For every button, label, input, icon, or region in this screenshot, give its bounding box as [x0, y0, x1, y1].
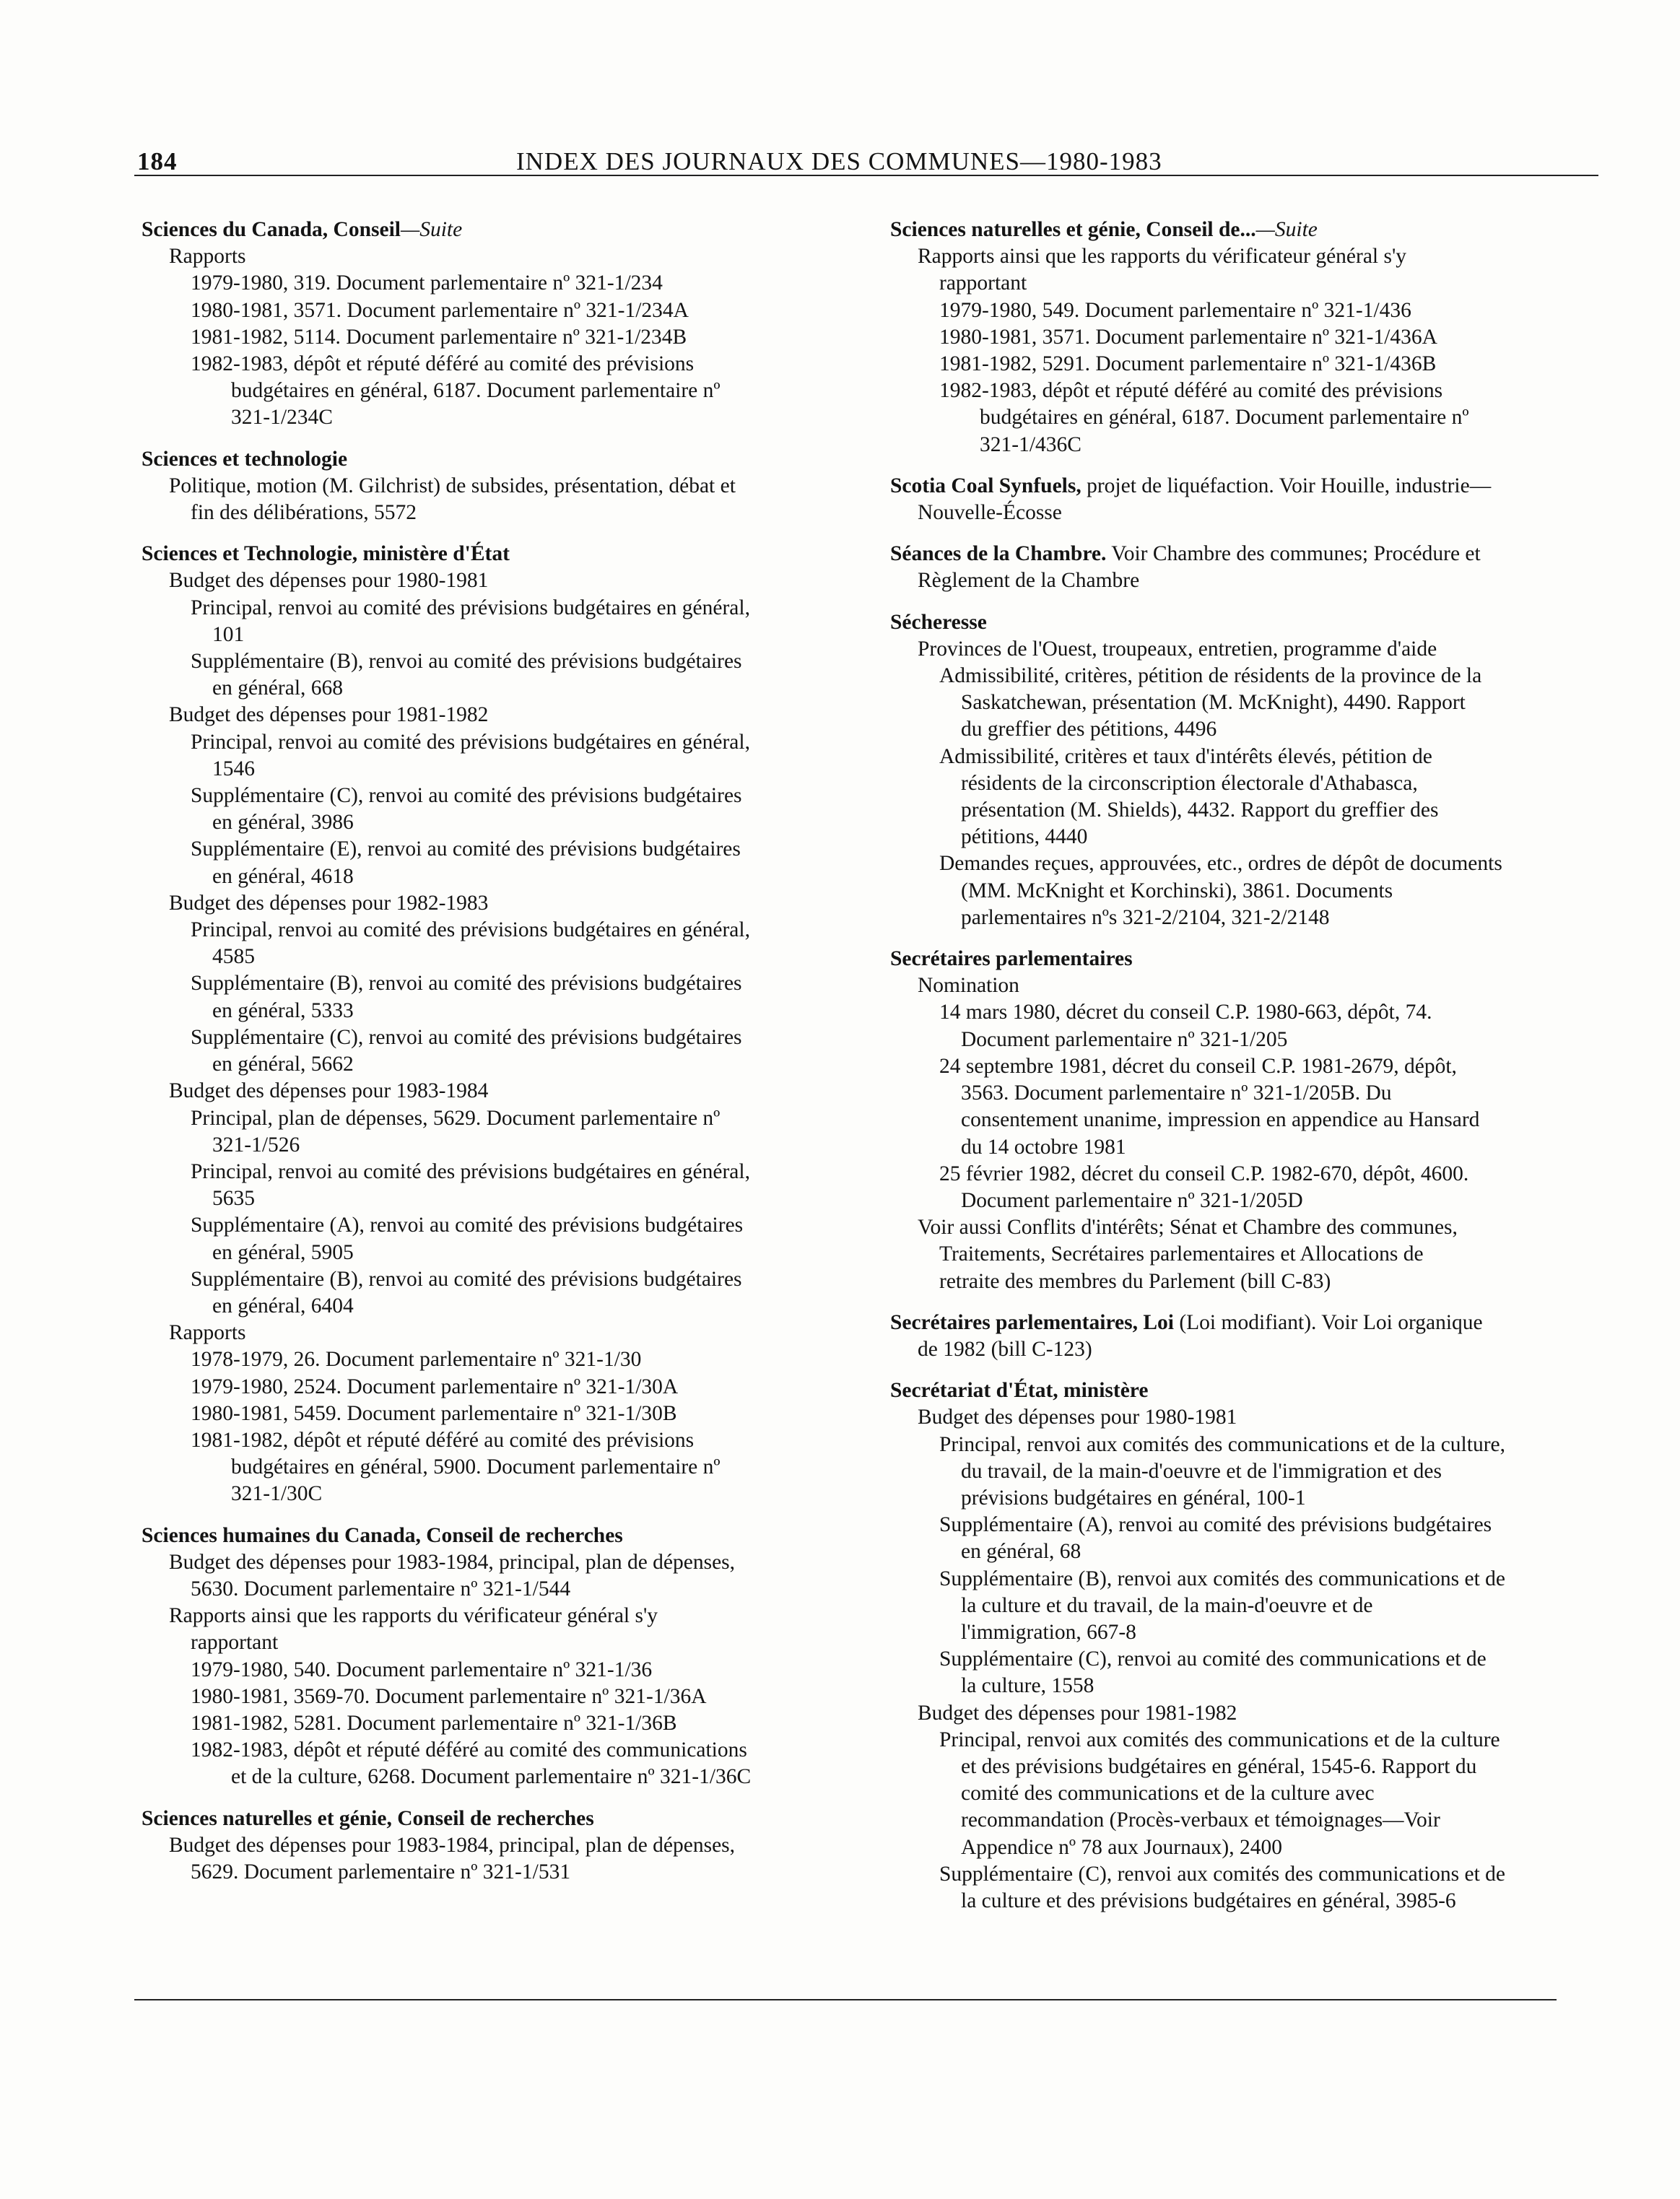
- entry-line: Principal, renvoi au comité des prévisions budgétaires en général,: [191, 596, 750, 619]
- left-column: [142, 217, 871, 1900]
- entry-line: Admissibilité, critères et taux d'intérêts élevés, pétition de: [939, 744, 1432, 768]
- entry-heading: Sécheresse: [890, 610, 987, 634]
- entry-line: 5629. Document parlementaire nº 321-1/531: [191, 1860, 571, 1884]
- entry-line: Budget des dépenses pour 1982-1983: [169, 891, 489, 915]
- entry-line: pétitions, 4440: [961, 825, 1088, 849]
- entry-line: 1546: [212, 757, 255, 780]
- entry-heading-line: [142, 446, 871, 473]
- entry-line: 1981-1982, 5281. Document parlementaire nº 321-1/36B: [191, 1711, 677, 1735]
- entry-line: Voir aussi Conflits d'intérêts; Sénat et Chambre des communes,: [918, 1216, 1458, 1240]
- index-entry: [890, 946, 1583, 1295]
- entry-line: 1979-1980, 319. Document parlementaire nº 321-1/234: [191, 271, 663, 295]
- entry-line: Supplémentaire (B), renvoi aux comités des communications et de: [939, 1567, 1505, 1590]
- entry-line: en général, 5333: [212, 998, 354, 1022]
- index-entry: [890, 217, 1583, 458]
- entry-heading: Secrétariat d'État, ministère: [890, 1379, 1149, 1403]
- entry-heading: Sciences et Technologie, ministère d'État: [142, 542, 510, 566]
- entry-line: 1980-1981, 3571. Document parlementaire nº 321-1/436A: [939, 325, 1437, 349]
- entry-line: en général, 68: [961, 1540, 1081, 1564]
- entry-line: 1979-1980, 549. Document parlementaire nº 321-1/436: [939, 298, 1411, 322]
- entry-heading-line: [890, 541, 1583, 567]
- entry-line: Budget des dépenses pour 1980-1981: [169, 569, 489, 593]
- entry-line: 321-1/526: [212, 1133, 300, 1157]
- entry-line: budgétaires en général, 5900. Document parlementaire nº: [231, 1455, 721, 1479]
- entry-heading-line: [890, 1310, 1583, 1336]
- entry-line: 1980-1981, 3569-70. Document parlementaire nº 321-1/36A: [191, 1684, 707, 1708]
- entry-line: 1980-1981, 5459. Document parlementaire nº 321-1/30B: [191, 1401, 677, 1425]
- entry-line: Document parlementaire nº 321-1/205: [961, 1027, 1288, 1051]
- entry-line: Supplémentaire (C), renvoi au comité des communications et de: [939, 1647, 1487, 1671]
- entry-line: consentement unanime, impression en appendice au Hansard: [961, 1108, 1480, 1132]
- index-entry: [890, 609, 1583, 931]
- entry-line: et des prévisions budgétaires en général, 1545-6. Rapport du: [961, 1754, 1477, 1778]
- entry-line: 1982-1983, dépôt et réputé déféré au comité des prévisions: [191, 352, 695, 376]
- entry-line: Supplémentaire (A), renvoi au comité des prévisions budgétaires: [191, 1214, 744, 1237]
- entry-line: et de la culture, 6268. Document parlementaire nº 321-1/36C: [231, 1765, 752, 1789]
- entry-line: fin des délibérations, 5572: [191, 501, 417, 525]
- entry-line: Supplémentaire (A), renvoi au comité des prévisions budgétaires: [939, 1513, 1492, 1537]
- entry-line: Principal, plan de dépenses, 5629. Document parlementaire nº: [191, 1106, 721, 1130]
- entry-line: Saskatchewan, présentation (M. McKnight), 4490. Rapport: [961, 691, 1466, 715]
- entry-line: 1981-1982, 5114. Document parlementaire nº 321-1/234B: [191, 325, 687, 349]
- index-entry: [142, 1523, 871, 1791]
- entry-line: Document parlementaire nº 321-1/205D: [961, 1188, 1303, 1212]
- right-column: [890, 217, 1583, 1929]
- entry-line: résidents de la circonscription électorale d'Athabasca,: [961, 771, 1418, 795]
- entry-line: 101: [212, 622, 245, 646]
- entry-line: présentation (M. Shields), 4432. Rapport du greffier des: [961, 798, 1439, 822]
- entry-line: 321-1/30C: [231, 1482, 323, 1506]
- running-title: INDEX DES JOURNAUX DES COMMUNES—1980-1983: [516, 147, 1162, 175]
- entry-inline-text: (Loi modifiant). Voir Loi organique: [1173, 1310, 1483, 1334]
- entry-inline-text: Voir Chambre des communes; Procédure et: [1106, 542, 1481, 566]
- entry-line: Nouvelle-Écosse: [918, 501, 1062, 525]
- entry-line: 1979-1980, 540. Document parlementaire nº 321-1/36: [191, 1658, 653, 1681]
- entry-line: 321-1/234C: [231, 406, 333, 430]
- entry-heading: Sciences humaines du Canada, Conseil de recherches: [142, 1523, 623, 1547]
- entry-line: 5635: [212, 1187, 255, 1211]
- entry-line: 5630. Document parlementaire nº 321-1/544: [191, 1577, 571, 1601]
- entry-line: Traitements, Secrétaires parlementaires et Allocations de: [939, 1242, 1424, 1266]
- entry-line: parlementaires nºs 321-2/2104, 321-2/2148: [961, 905, 1330, 929]
- entry-line: Supplémentaire (C), renvoi au comité des prévisions budgétaires: [191, 1025, 742, 1049]
- entry-line: en général, 3986: [212, 811, 354, 835]
- page-number: 184: [137, 147, 178, 175]
- entry-line: Demandes reçues, approuvées, etc., ordres de dépôt de documents: [939, 852, 1502, 876]
- index-entry: [142, 446, 871, 527]
- entry-line: Budget des dépenses pour 1981-1982: [169, 703, 489, 727]
- entry-line: 321-1/436C: [980, 432, 1081, 456]
- entry-line: comité des communications et de la culture avec: [961, 1782, 1375, 1806]
- footer-rule: [134, 1999, 1557, 2000]
- entry-line: 14 mars 1980, décret du conseil C.P. 1980-663, dépôt, 74.: [939, 1001, 1432, 1024]
- entry-line: Budget des dépenses pour 1983-1984: [169, 1079, 489, 1103]
- entry-line: en général, 5905: [212, 1240, 354, 1264]
- entry-line: la culture et des prévisions budgétaires en général, 3985-6: [961, 1889, 1456, 1912]
- entry-heading: Secrétaires parlementaires, Loi: [890, 1310, 1174, 1334]
- entry-line: Provinces de l'Ouest, troupeaux, entretien, programme d'aide: [918, 637, 1437, 661]
- entry-line: la culture et du travail, de la main-d'oeuvre et de: [961, 1593, 1373, 1617]
- entry-heading: Sciences naturelles et génie, Conseil de...: [890, 218, 1256, 241]
- entry-line: 1981-1982, dépôt et réputé déféré au comité des prévisions: [191, 1428, 695, 1452]
- entry-line: 4585: [212, 945, 255, 969]
- entry-line: Rapports: [169, 1321, 246, 1345]
- entry-heading: Sciences du Canada, Conseil: [142, 218, 401, 241]
- entry-line: Nomination: [918, 974, 1019, 998]
- entry-line: (MM. McKnight et Korchinski), 3861. Documents: [961, 879, 1393, 902]
- entry-line: 1979-1980, 2524. Document parlementaire nº 321-1/30A: [191, 1375, 679, 1398]
- entry-line: du greffier des pétitions, 4496: [961, 718, 1217, 741]
- entry-heading-line: [890, 946, 1583, 972]
- entry-line: Supplémentaire (B), renvoi au comité des prévisions budgétaires: [191, 650, 742, 674]
- entry-line: Principal, renvoi aux comités des communications et de la culture: [939, 1728, 1500, 1751]
- entry-line: Politique, motion (M. Gilchrist) de subsides, présentation, débat et: [169, 474, 736, 497]
- entry-line: 1980-1981, 3571. Document parlementaire nº 321-1/234A: [191, 298, 689, 322]
- entry-line: prévisions budgétaires en général, 100-1: [961, 1486, 1306, 1510]
- entry-line: rapportant: [939, 271, 1027, 295]
- index-entry: [890, 541, 1583, 594]
- entry-line: Rapports: [169, 245, 246, 269]
- entry-heading: Séances de la Chambre.: [890, 542, 1107, 566]
- entry-line: 1982-1983, dépôt et réputé déféré au comité des communications: [191, 1738, 747, 1762]
- entry-line: Supplémentaire (B), renvoi au comité des prévisions budgétaires: [191, 972, 742, 996]
- entry-line: Supplémentaire (C), renvoi aux comités des communications et de: [939, 1862, 1505, 1886]
- entry-line: Principal, renvoi au comité des prévisions budgétaires en général,: [191, 918, 750, 942]
- entry-line: Budget des dépenses pour 1983-1984, principal, plan de dépenses,: [169, 1833, 736, 1857]
- entry-line: Supplémentaire (E), renvoi au comité des prévisions budgétaires: [191, 837, 741, 861]
- entry-line: 3563. Document parlementaire nº 321-1/205B. Du: [961, 1081, 1392, 1105]
- entry-line: 25 février 1982, décret du conseil C.P. 1982-670, dépôt, 4600.: [939, 1162, 1469, 1185]
- entry-line: du 14 octobre 1981: [961, 1135, 1126, 1159]
- entry-line: rapportant: [191, 1631, 279, 1655]
- entry-line: Budget des dépenses pour 1981-1982: [918, 1701, 1237, 1725]
- index-entry: [142, 217, 871, 432]
- entry-line: Principal, renvoi au comité des prévisions budgétaires en général,: [191, 730, 750, 754]
- entry-line: en général, 5662: [212, 1053, 354, 1076]
- entry-line: 1978-1979, 26. Document parlementaire nº 321-1/30: [191, 1348, 642, 1372]
- entry-line: Principal, renvoi aux comités des communications et de la culture,: [939, 1432, 1505, 1456]
- entry-line: Supplémentaire (B), renvoi au comité des prévisions budgétaires: [191, 1267, 742, 1291]
- entry-line: en général, 6404: [212, 1294, 354, 1318]
- entry-line: Principal, renvoi au comité des prévisions budgétaires en général,: [191, 1159, 750, 1183]
- entry-line: la culture, 1558: [961, 1674, 1094, 1698]
- entry-line: en général, 4618: [212, 864, 354, 888]
- index-entry: [890, 1377, 1583, 1915]
- entry-line: Rapports ainsi que les rapports du vérificateur général s'y: [918, 245, 1407, 269]
- entry-heading: Scotia Coal Synfuels,: [890, 474, 1081, 497]
- entry-line: 1982-1983, dépôt et réputé déféré au comité des prévisions: [939, 379, 1443, 403]
- entry-heading: Sciences naturelles et génie, Conseil de recherches: [142, 1806, 594, 1830]
- entry-heading-line: [142, 1523, 871, 1549]
- entry-inline-text: projet de liquéfaction. Voir Houille, industrie—: [1081, 474, 1492, 497]
- entry-heading-line: [142, 217, 871, 243]
- entry-line: de 1982 (bill C-123): [918, 1337, 1092, 1361]
- entry-line: du travail, de la main-d'oeuvre et de l'immigration et des: [961, 1459, 1442, 1483]
- entry-line: Rapports ainsi que les rapports du vérificateur général s'y: [169, 1604, 658, 1628]
- entry-heading-line: [890, 473, 1583, 500]
- entry-line: 1981-1982, 5291. Document parlementaire nº 321-1/436B: [939, 352, 1437, 376]
- entry-heading: Secrétaires parlementaires: [890, 947, 1133, 971]
- entry-heading-line: [142, 1806, 871, 1832]
- index-entry: [890, 1310, 1583, 1363]
- index-entry: [142, 541, 871, 1507]
- entry-line: Appendice nº 78 aux Journaux), 2400: [961, 1835, 1282, 1859]
- entry-heading-suffix: —Suite: [400, 218, 463, 241]
- entry-line: budgétaires en général, 6187. Document parlementaire nº: [231, 379, 721, 403]
- entry-line: Admissibilité, critères, pétition de résidents de la province de la: [939, 664, 1482, 688]
- entry-line: Budget des dépenses pour 1980-1981: [918, 1406, 1237, 1429]
- entry-heading-suffix: —Suite: [1255, 218, 1318, 241]
- entry-line: l'immigration, 667-8: [961, 1620, 1136, 1644]
- header-rule: [134, 175, 1598, 176]
- entry-line: en général, 668: [212, 676, 344, 700]
- index-entry: [890, 473, 1583, 526]
- entry-heading-line: [890, 217, 1583, 243]
- entry-line: recommandation (Procès-verbaux et témoignages—Voir: [961, 1808, 1440, 1832]
- entry-line: Budget des dépenses pour 1983-1984, principal, plan de dépenses,: [169, 1550, 736, 1574]
- entry-heading-line: [890, 1377, 1583, 1404]
- index-entry: [142, 1806, 871, 1886]
- entry-line: 24 septembre 1981, décret du conseil C.P. 1981-2679, dépôt,: [939, 1054, 1457, 1078]
- entry-line: budgétaires en général, 6187. Document parlementaire nº: [980, 406, 1469, 430]
- entry-line: retraite des membres du Parlement (bill C-83): [939, 1269, 1331, 1293]
- entry-line: Règlement de la Chambre: [918, 569, 1140, 593]
- entry-heading-line: [142, 541, 871, 567]
- entry-heading-line: [890, 609, 1583, 636]
- entry-heading: Sciences et technologie: [142, 447, 348, 471]
- entry-line: Supplémentaire (C), renvoi au comité des prévisions budgétaires: [191, 784, 742, 808]
